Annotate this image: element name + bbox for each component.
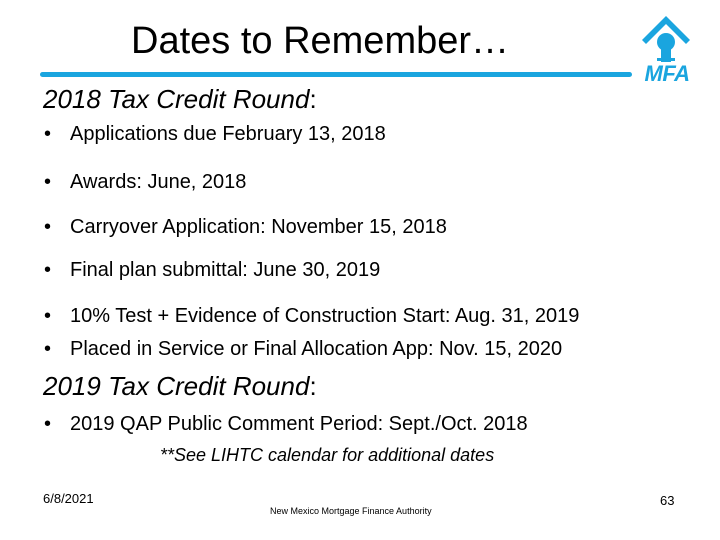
bullet-text: Final plan submittal: June 30, 2019 xyxy=(70,259,381,281)
title-rule xyxy=(40,72,632,77)
footer-date: 6/8/2021 xyxy=(43,491,94,506)
section-heading-2019-colon: : xyxy=(309,371,317,401)
footer-organization: New Mexico Mortgage Finance Authority xyxy=(270,506,432,516)
list-item xyxy=(44,411,528,437)
bullet-marker: • xyxy=(44,338,52,360)
section-heading-2018-colon: : xyxy=(309,84,317,114)
bullet-text: Applications due February 13, 2018 xyxy=(70,123,386,145)
section-heading-2019-text: 2019 Tax Credit Round xyxy=(43,371,310,401)
bullet-text: Placed in Service or Final Allocation App: Nov. 15, 2020 xyxy=(70,338,563,360)
bullet-marker: • xyxy=(44,123,52,145)
bullet-marker: • xyxy=(44,259,52,281)
footer-page-number: 63 xyxy=(660,493,675,508)
bullet-text: Carryover Application: November 15, 2018 xyxy=(70,216,447,238)
calendar-note: **See LIHTC calendar for additional dates xyxy=(160,445,495,465)
slide-title: Dates to Remember… xyxy=(131,20,510,62)
bullet-text: Awards: June, 2018 xyxy=(70,171,247,193)
bullet-marker: • xyxy=(44,171,52,193)
list-item xyxy=(44,169,246,195)
list-item xyxy=(44,303,579,329)
list-item xyxy=(44,257,380,283)
list-item xyxy=(44,214,447,240)
section-heading-2018-text: 2018 Tax Credit Round xyxy=(43,84,310,114)
bullet-marker: • xyxy=(44,305,52,327)
list-item xyxy=(44,336,562,362)
bullet-marker: • xyxy=(44,413,52,435)
bullet-text: 2019 QAP Public Comment Period: Sept./Oct. 2018 xyxy=(70,413,528,435)
bullet-marker: • xyxy=(44,216,52,238)
section-heading-2019 xyxy=(43,371,317,401)
bullet-text: 10% Test + Evidence of Construction Start: Aug. 31, 2019 xyxy=(70,305,580,327)
list-item xyxy=(44,121,386,147)
section-heading-2018 xyxy=(43,84,317,114)
logo-text: MFA xyxy=(644,61,690,86)
